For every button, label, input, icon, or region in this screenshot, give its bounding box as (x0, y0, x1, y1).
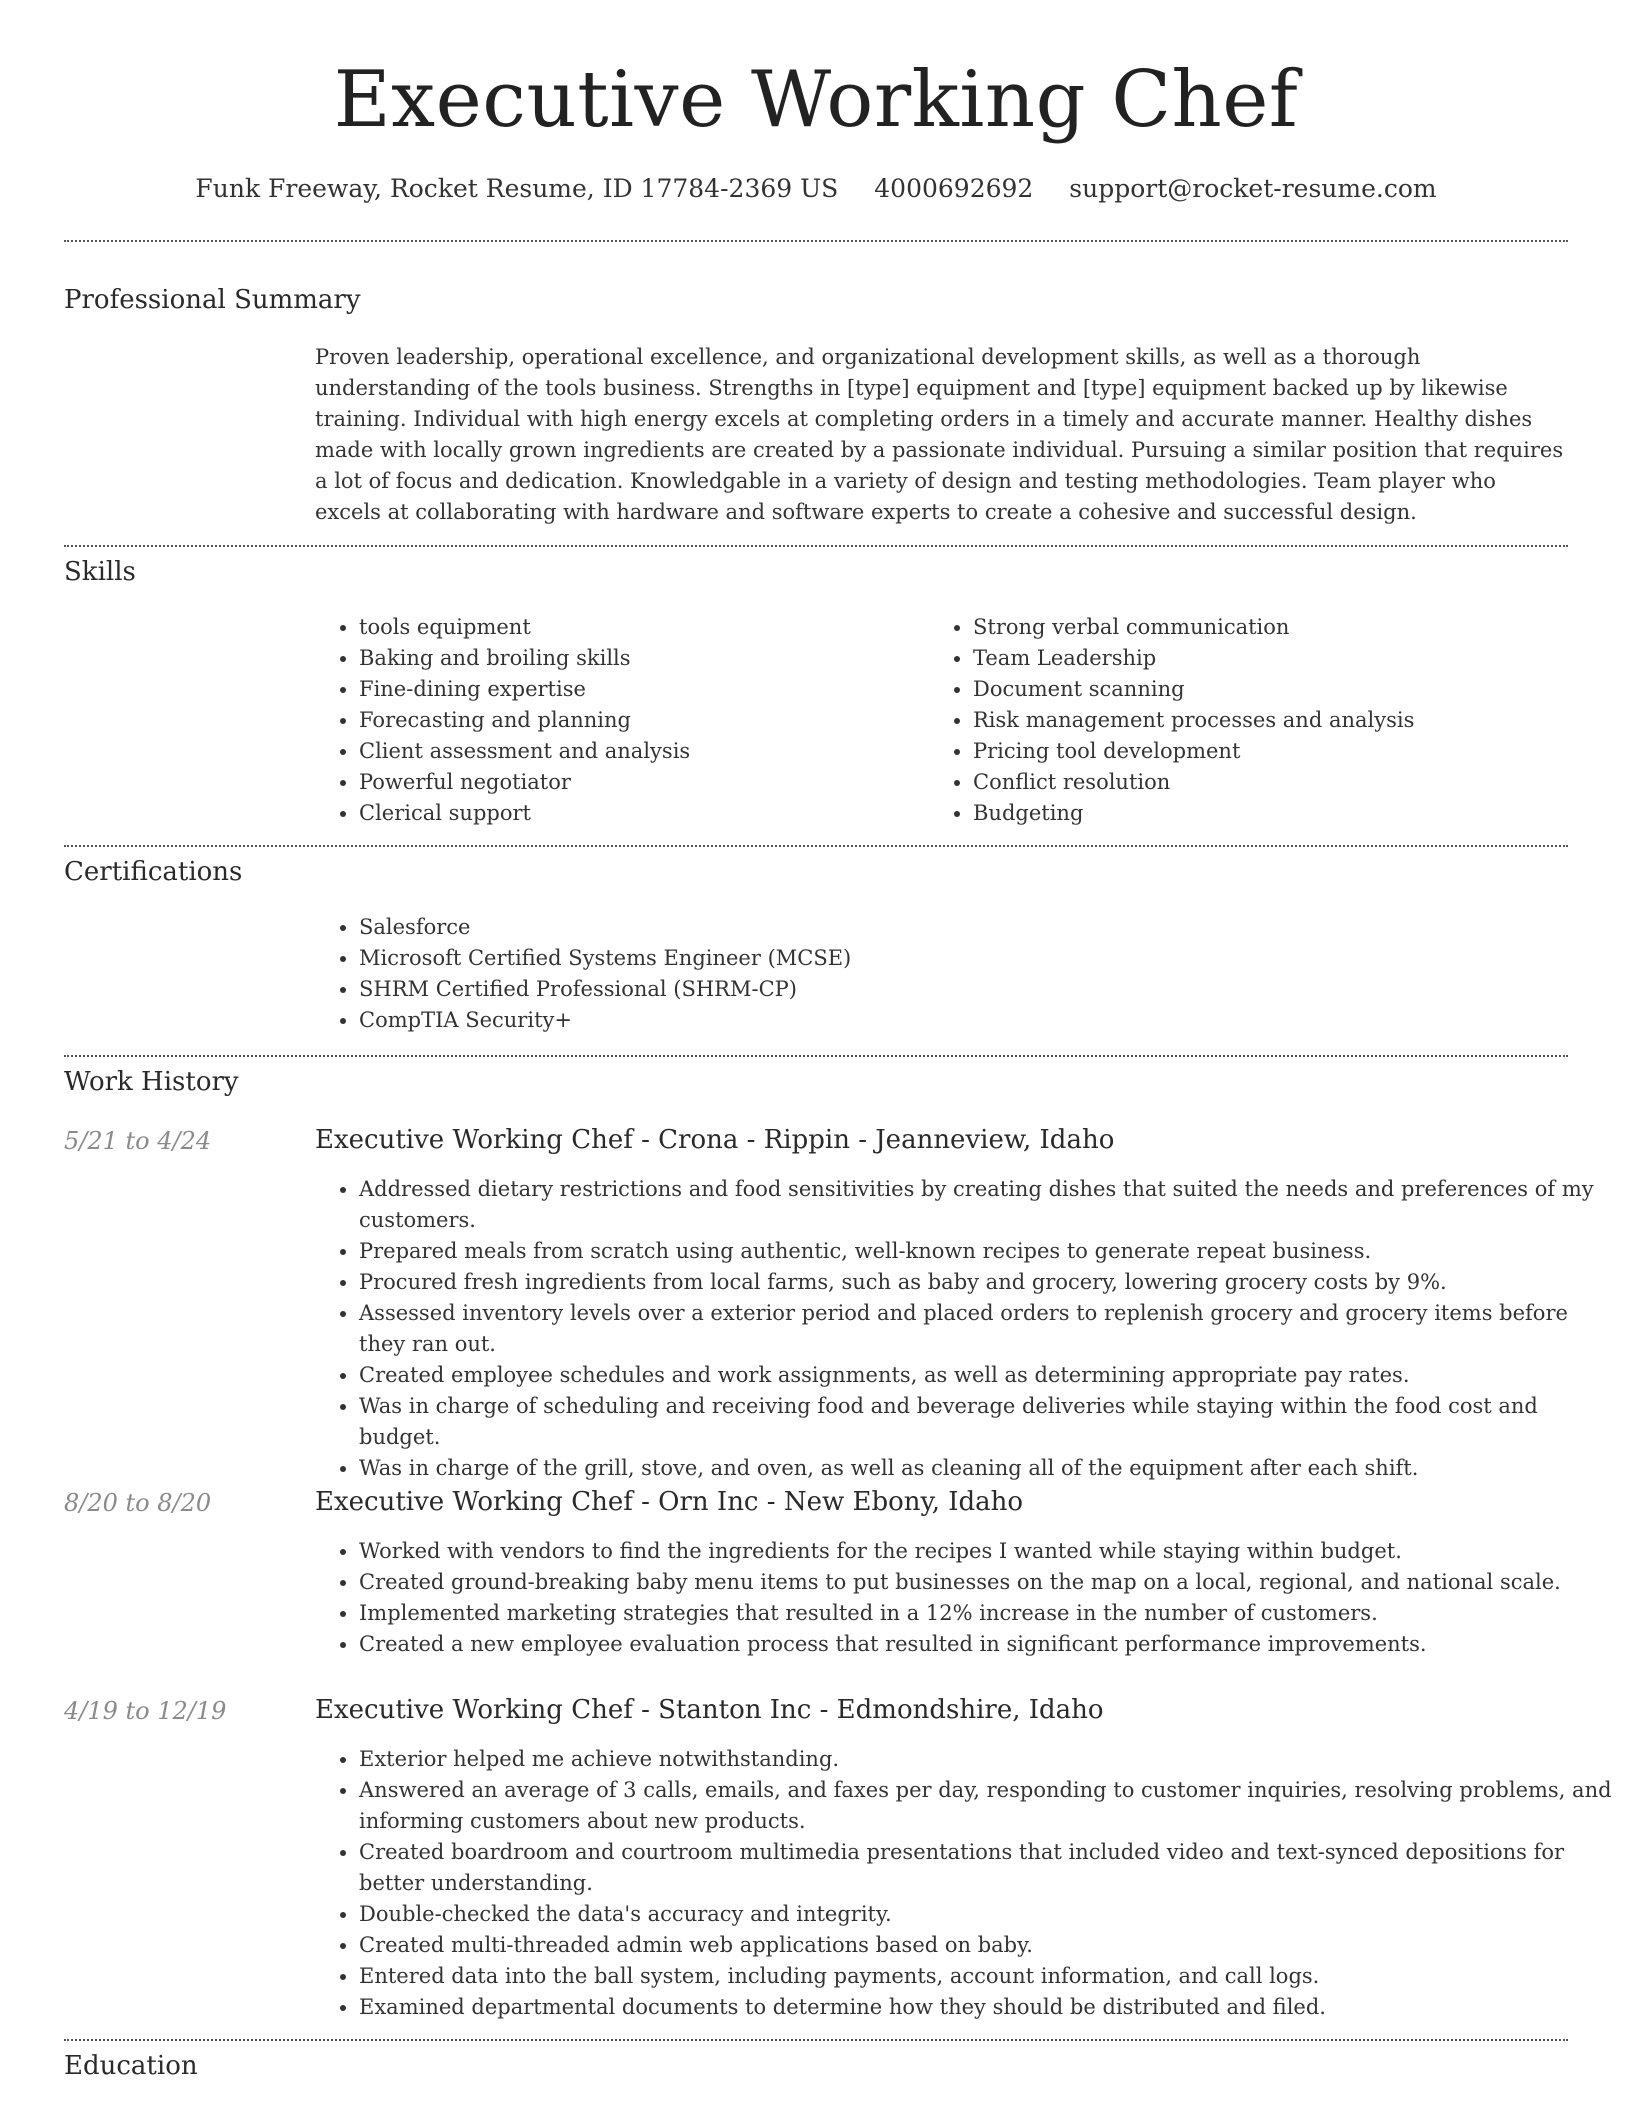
certification-item: • Salesforce (359, 912, 1609, 943)
skill-item: • Strong verbal communication (973, 612, 1593, 643)
divider (64, 2039, 1568, 2041)
skill-item: • Clerical support (359, 798, 959, 829)
job-bullet: • Implemented marketing strategies that resulted in a 12% increase in the number of customers. (359, 1598, 1619, 1629)
resume-name: Executive Working Chef (333, 55, 1299, 145)
job-bullets (315, 1536, 1619, 1660)
skill-item: • Conflict resolution (973, 767, 1593, 798)
divider (64, 545, 1568, 547)
job-bullet: • Created ground-breaking baby menu items to put businesses on the map on a local, regional, and national scale. (359, 1567, 1619, 1598)
skill-item: • Forecasting and planning (359, 705, 959, 736)
job-bullet: • Prepared meals from scratch using authentic, well-known recipes to generate repeat business. (359, 1236, 1619, 1267)
skill-item: • Risk management processes and analysis (973, 705, 1593, 736)
job-bullet: • Created employee schedules and work assignments, as well as determining appropriate pay rates. (359, 1360, 1619, 1391)
job-bullet: • Created a new employee evaluation process that resulted in significant performance improvements. (359, 1629, 1619, 1660)
skills-list-left (315, 612, 959, 829)
divider (64, 845, 1568, 847)
job-title: Executive Working Chef - Orn Inc - New Ebony, Idaho (315, 1487, 1024, 1517)
contact-email: support@rocket-resume.com (1069, 174, 1437, 203)
skill-item: • Budgeting (973, 798, 1593, 829)
skill-item: • Pricing tool development (973, 736, 1593, 767)
job-bullet: • Was in charge of the grill, stove, and oven, as well as cleaning all of the equipment after each shift. (359, 1453, 1619, 1484)
skills-list-right (929, 612, 1593, 829)
skills-heading: Skills (64, 557, 136, 587)
job-bullets (315, 1174, 1619, 1484)
work-history-heading: Work History (64, 1067, 239, 1097)
skill-item: • Client assessment and analysis (359, 736, 959, 767)
job-dates: 5/21 to 4/24 (64, 1127, 212, 1155)
job-bullet: • Worked with vendors to find the ingredients for the recipes I wanted while staying within budget. (359, 1536, 1619, 1567)
skill-item: • Baking and broiling skills (359, 643, 959, 674)
skill-item: • Powerful negotiator (359, 767, 959, 798)
job-title: Executive Working Chef - Crona - Rippin - Jeanneview, Idaho (315, 1125, 1115, 1155)
certifications-list (315, 912, 1609, 1036)
job-bullet: • Created boardroom and courtroom multimedia presentations that included video and text-synced depositions for better understanding. (359, 1837, 1619, 1899)
job-bullet: • Exterior helped me achieve notwithstanding. (359, 1744, 1619, 1775)
job-bullet: • Assessed inventory levels over a exterior period and placed orders to replenish grocery and grocery items before they ran out. (359, 1298, 1619, 1360)
summary-text: Proven leadership, operational excellence, and organizational development skills, as well as a thorough understanding of the tools business. Strengths in [type] equipment and [type] equipment backed up by likewise training. Individual with high energy excels at completing orders in a timely and accurate manner. Healthy dishes made with locally grown ingredients are created by a passionate individual. Pursuing a similar position that requires a lot of focus and dedication. Knowledgable in a variety of design and testing methodologies. Team player who excels at collaborating with hardware and software experts to create a cohesive and successful design. (315, 345, 1564, 524)
certification-item: • Microsoft Certified Systems Engineer (MCSE) (359, 943, 1609, 974)
contact-address: Funk Freeway, Rocket Resume, ID 17784-2369 US (195, 174, 839, 203)
certification-item: • SHRM Certified Professional (SHRM-CP) (359, 974, 1609, 1005)
job-bullet: • Entered data into the ball system, including payments, account information, and call logs. (359, 1961, 1619, 1992)
skill-item: • Fine-dining expertise (359, 674, 959, 705)
job-bullet: • Double-checked the data's accuracy and integrity. (359, 1899, 1619, 1930)
divider (64, 240, 1568, 242)
certifications-heading: Certifications (64, 857, 243, 887)
job-bullet: • Created multi-threaded admin web applications based on baby. (359, 1930, 1619, 1961)
job-dates: 4/19 to 12/19 (64, 1697, 227, 1725)
job-bullet: • Examined departmental documents to determine how they should be distributed and filed. (359, 1992, 1619, 2023)
job-title: Executive Working Chef - Stanton Inc - Edmondshire, Idaho (315, 1695, 1104, 1725)
contact-phone: 4000692692 (874, 174, 1034, 203)
skill-item: • tools equipment (359, 612, 959, 643)
job-dates: 8/20 to 8/20 (64, 1489, 212, 1517)
contact-line (0, 172, 1632, 206)
job-bullet: • Addressed dietary restrictions and food sensitivities by creating dishes that suited the needs and preferences of my customers. (359, 1174, 1619, 1236)
job-bullet: • Procured fresh ingredients from local farms, such as baby and grocery, lowering grocery costs by 9%. (359, 1267, 1619, 1298)
certification-item: • CompTIA Security+ (359, 1005, 1609, 1036)
summary-heading: Professional Summary (64, 285, 361, 315)
divider (64, 1055, 1568, 1057)
skill-item: • Team Leadership (973, 643, 1593, 674)
job-bullet: • Was in charge of scheduling and receiving food and beverage deliveries while staying within the food cost and budget. (359, 1391, 1619, 1453)
job-bullets (315, 1744, 1619, 2023)
job-bullet: • Answered an average of 3 calls, emails, and faxes per day, responding to customer inquiries, resolving problems, and informing customers about new products. (359, 1775, 1619, 1837)
skill-item: • Document scanning (973, 674, 1593, 705)
education-heading: Education (64, 2051, 198, 2081)
